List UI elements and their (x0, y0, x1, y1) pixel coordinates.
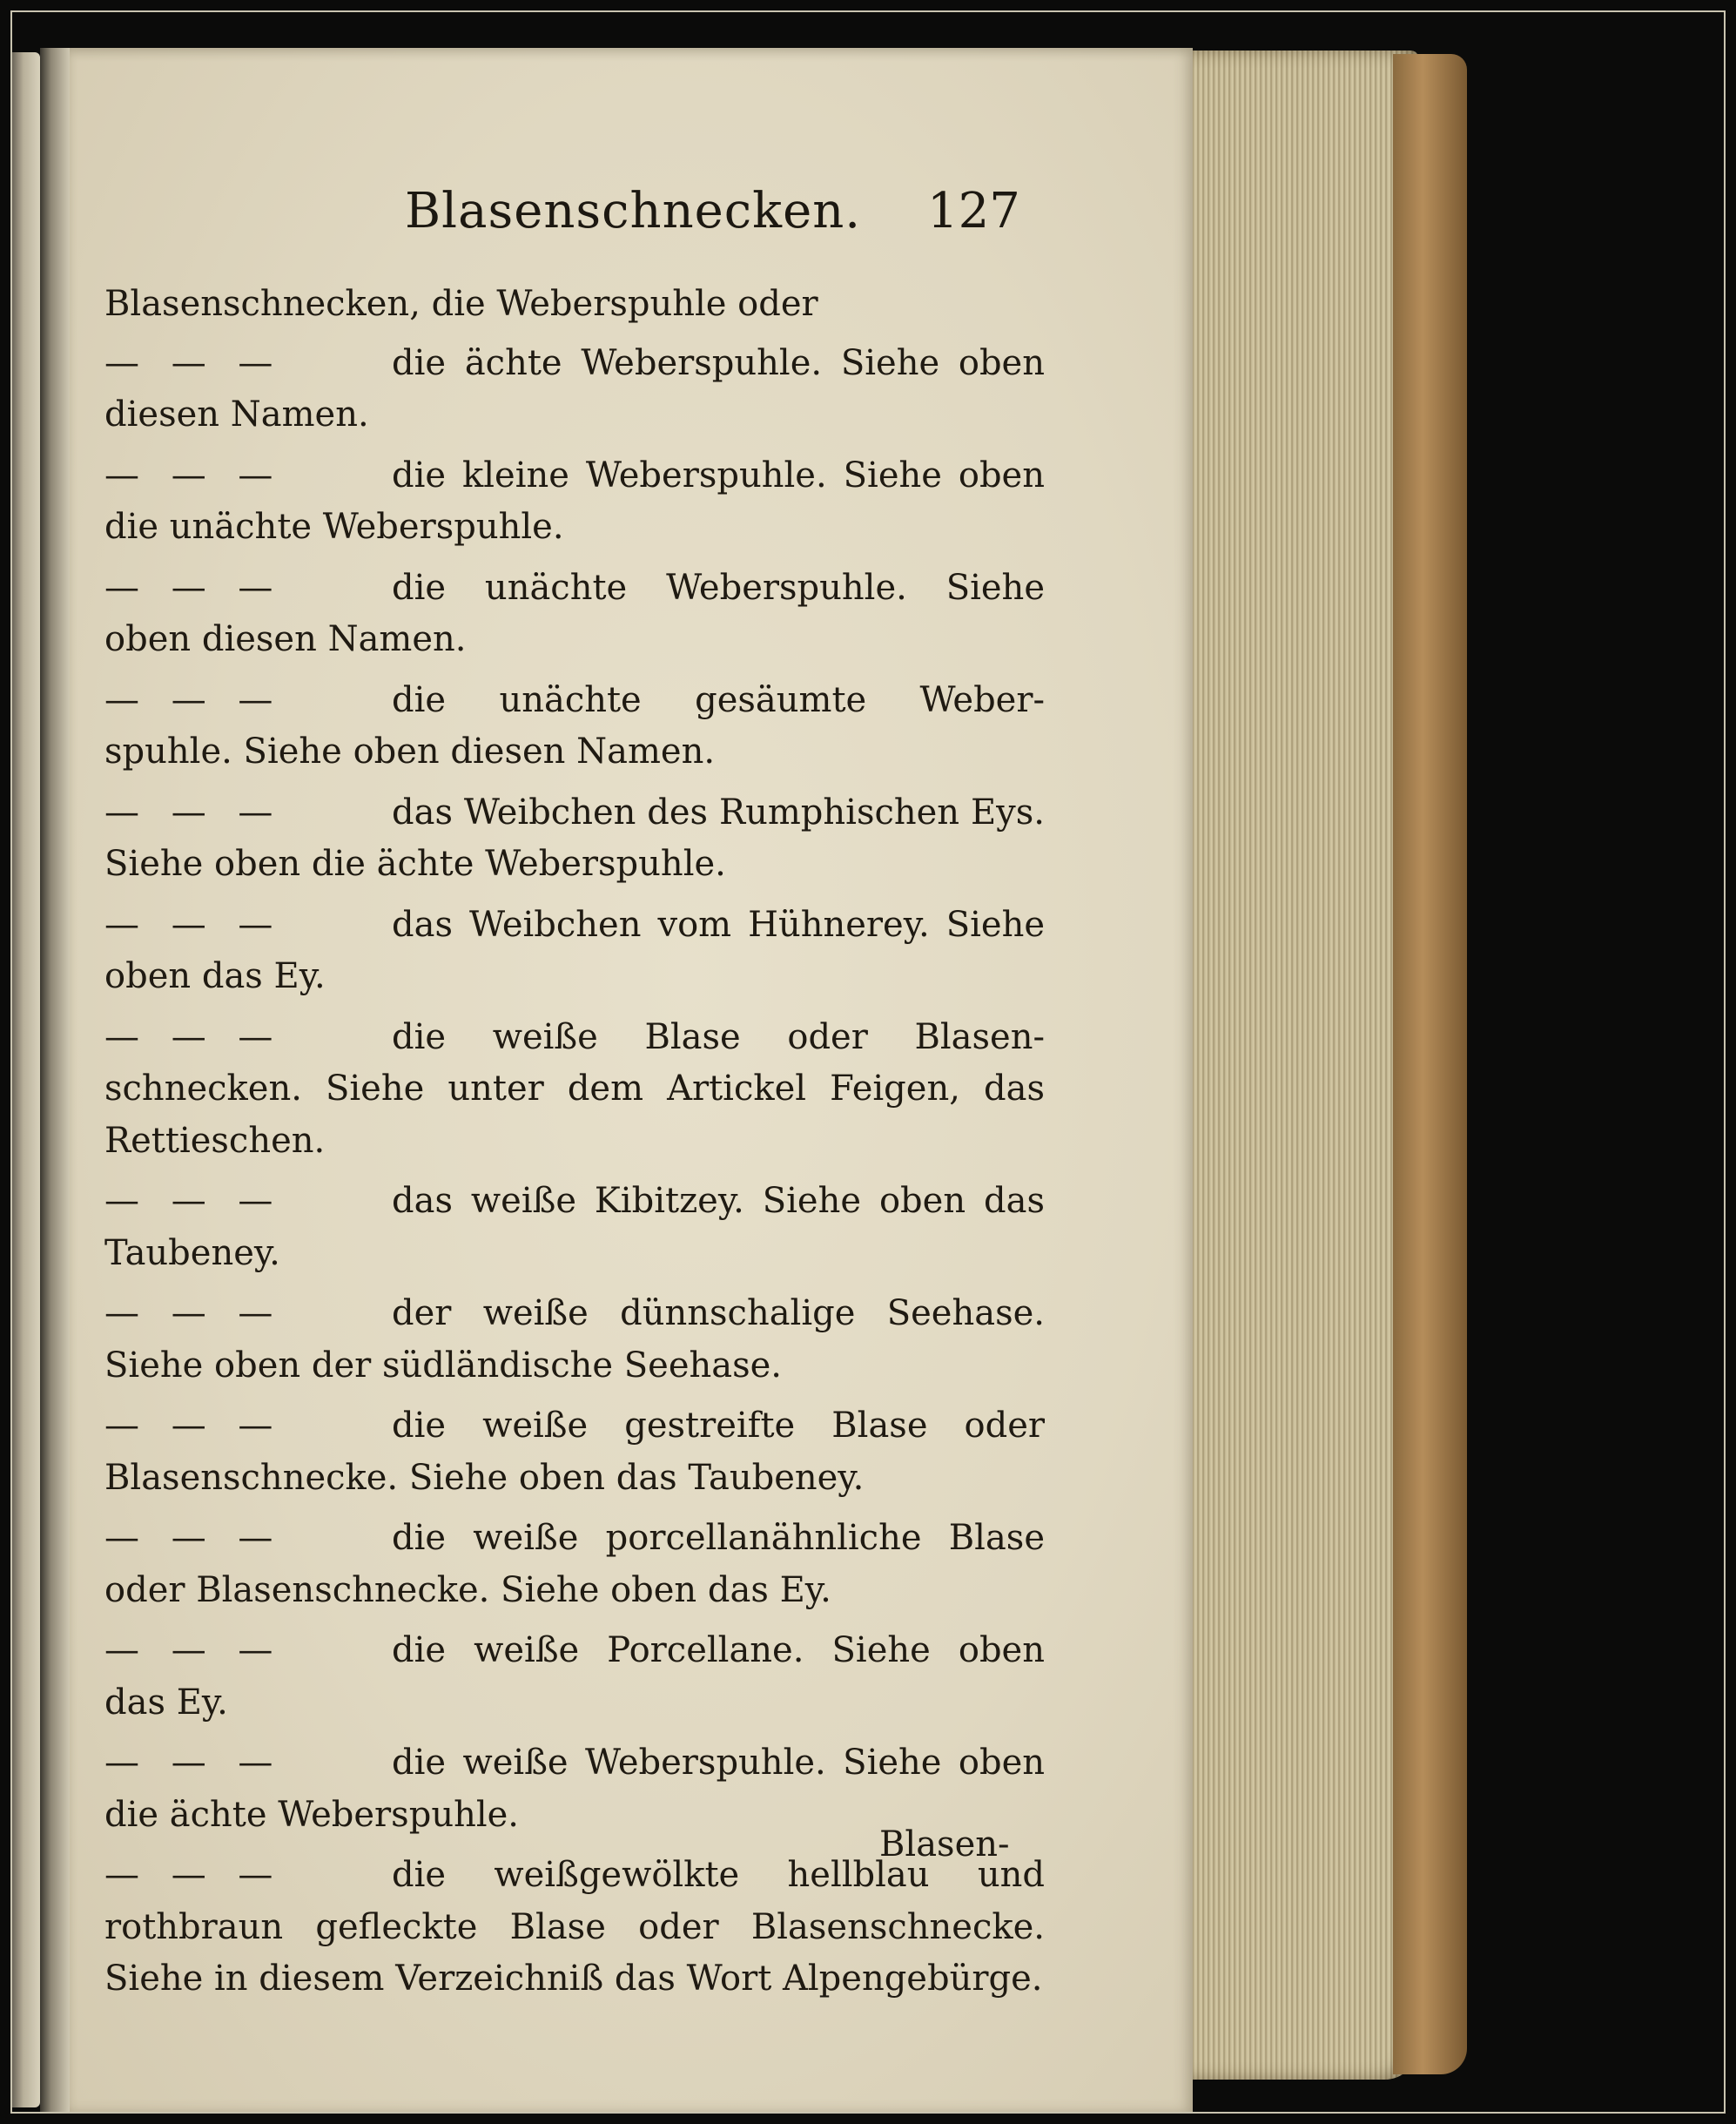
page-block-edges (1184, 51, 1419, 2080)
page-number: 127 (927, 183, 1020, 239)
list-item: — — — die unächte gesäumte Weber-spuhle. Siehe oben diesen Namen. (104, 675, 1045, 779)
list-item: — — — die weiße Porcellane. Siehe oben das Ey. (104, 1625, 1045, 1729)
list-item: — — — die weiße Blase oder Blasen-schnecken. Siehe unter dem Artickel Feigen, das Rettieschen. (104, 1012, 1045, 1168)
page-body (104, 279, 1045, 2014)
dash-marker: — — — (104, 904, 273, 945)
page-header (70, 183, 1193, 253)
dash-marker: — — — (104, 1855, 273, 1895)
book-page (70, 48, 1193, 2112)
list-item: — — — das Weibchen vom Hühnerey. Siehe oben das Ey. (104, 900, 1045, 1003)
dash-marker: — — — (104, 792, 273, 833)
dash-marker: — — — (104, 1181, 273, 1221)
dash-marker: — — — (104, 1630, 273, 1670)
dash-marker: — — — (104, 567, 273, 608)
list-item: — — — die weiße porcellanähnliche Blase oder Blasenschnecke. Siehe oben das Ey. (104, 1513, 1045, 1616)
list-item: — — — die weißgewölkte hellblau und rothbraun gefleckte Blase oder Blasenschnecke. Siehe in diesem Verzeichniß das Wort Alpengebürge. (104, 1850, 1045, 2006)
dash-marker: — — — (104, 1518, 273, 1558)
book-cover-edge (1393, 54, 1467, 2074)
list-item: — — — die weiße gestreifte Blase oder Blasenschnecke. Siehe oben das Taubeney. (104, 1400, 1045, 1504)
dash-marker: — — — (104, 342, 273, 383)
running-head: Blasenschnecken. (405, 183, 862, 239)
list-item: — — — die ächte Weberspuhle. Siehe oben diesen Namen. (104, 338, 1045, 442)
dash-marker: — — — (104, 1406, 273, 1446)
list-item: — — — die weiße Weberspuhle. Siehe oben die ächte Weberspuhle. (104, 1737, 1045, 1841)
list-item: — — — der weiße dünnschalige Seehase. Siehe oben der südländische Seehase. (104, 1288, 1045, 1392)
list-item: — — — die kleine Weberspuhle. Siehe oben die unächte Weberspuhle. (104, 450, 1045, 554)
list-item: — — — das weiße Kibitzey. Siehe oben das Taubeney. (104, 1176, 1045, 1279)
list-item: — — — die unächte Weberspuhle. Siehe oben diesen Namen. (104, 563, 1045, 666)
book-gutter (40, 48, 71, 2112)
left-page-edge (12, 52, 40, 2107)
dash-marker: — — — (104, 1743, 273, 1783)
list-item: — — — das Weibchen des Rumphischen Eys. Siehe oben die ächte Weberspuhle. (104, 787, 1045, 891)
dash-marker: — — — (104, 1293, 273, 1333)
dash-marker: — — — (104, 1016, 273, 1057)
first-entry: Blasenschnecken, die Weberspuhle oder (104, 284, 818, 324)
catchword: Blasen- (879, 1824, 1010, 1864)
dash-marker: — — — (104, 679, 273, 720)
dash-marker: — — — (104, 455, 273, 496)
